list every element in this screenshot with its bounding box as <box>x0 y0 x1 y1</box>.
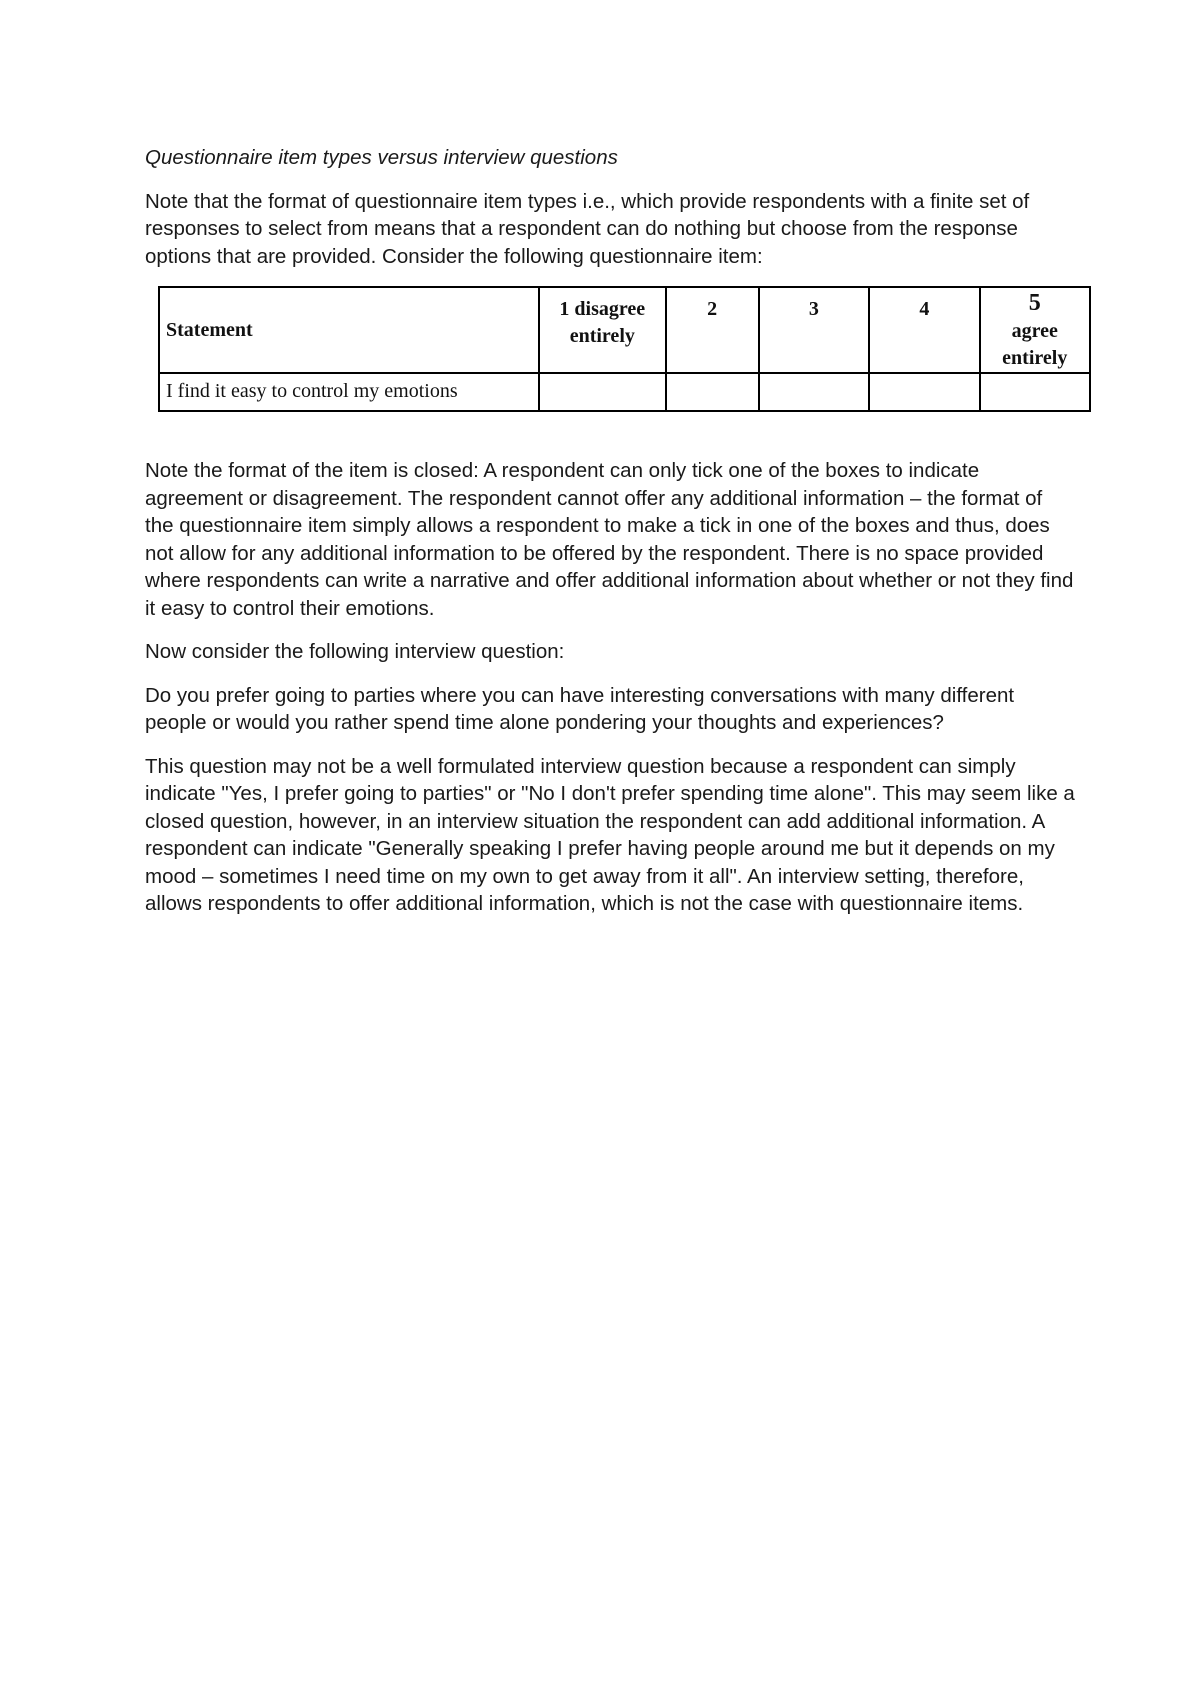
header-option-2: 2 <box>666 287 759 373</box>
header-option-4: 4 <box>869 287 979 373</box>
response-box-3[interactable] <box>759 373 869 411</box>
analysis-paragraph: This question may not be a well formulated interview question because a respondent can simply indicate "Yes, I prefer going to parties" or "No I don't prefer spending time alone". This may seem like a closed question, however, in an interview situation the respondent can add additional information. A respondent can indicate "Generally speaking I prefer having people around me but it depends on my mood – sometimes I need time on my own to get away from it all". An interview setting, therefore, allows respondents to offer additional information, which is not the case with questionnaire items. <box>145 754 1075 915</box>
response-box-4[interactable] <box>869 373 979 411</box>
interview-question-paragraph: Do you prefer going to parties where you can have interesting conversations with many different people or would you rather spend time alone pondering your thoughts and experiences? <box>145 683 1015 734</box>
header-option-1 <box>539 287 666 373</box>
header-option-5 <box>980 287 1090 373</box>
transition-paragraph: Now consider the following interview question: <box>145 640 565 663</box>
header-option-1-label: 1 disagree <box>559 298 646 320</box>
header-option-5-number: 5 <box>1028 290 1041 316</box>
header-option-5-sublabel: entirely <box>1002 347 1068 369</box>
header-option-3: 3 <box>759 287 869 373</box>
table-header-row <box>159 287 1090 373</box>
response-box-5[interactable] <box>980 373 1090 411</box>
header-option-1-sublabel: entirely <box>569 325 635 347</box>
response-box-2[interactable] <box>666 373 759 411</box>
likert-scale-table <box>158 286 1091 412</box>
document-body <box>145 144 1075 934</box>
statement-cell: I find it easy to control my emotions <box>159 373 539 411</box>
section-heading: Questionnaire item types versus interview questions <box>145 146 618 169</box>
intro-paragraph: Note that the format of questionnaire item types i.e., which provide respondents with a finite set of responses to select from means that a respondent can do nothing but choose from the response options that are provided. Consider the following questionnaire item: <box>145 189 1030 268</box>
closed-format-paragraph: Note the format of the item is closed: A respondent can only tick one of the boxes to indicate agreement or disagreement. The respondent cannot offer any additional information – the format of the questionnaire item simply allows a respondent to make a tick in one of the boxes and thus, does not allow for any additional information to be offered by the respondent. There is no space provided where respondents can write a narrative and offer additional information about whether or not they find it easy to control their emotions. <box>145 459 1074 620</box>
response-box-1[interactable] <box>539 373 666 411</box>
header-statement: Statement <box>159 287 539 373</box>
header-option-5-label: agree <box>1011 320 1058 342</box>
table-row <box>159 373 1090 411</box>
